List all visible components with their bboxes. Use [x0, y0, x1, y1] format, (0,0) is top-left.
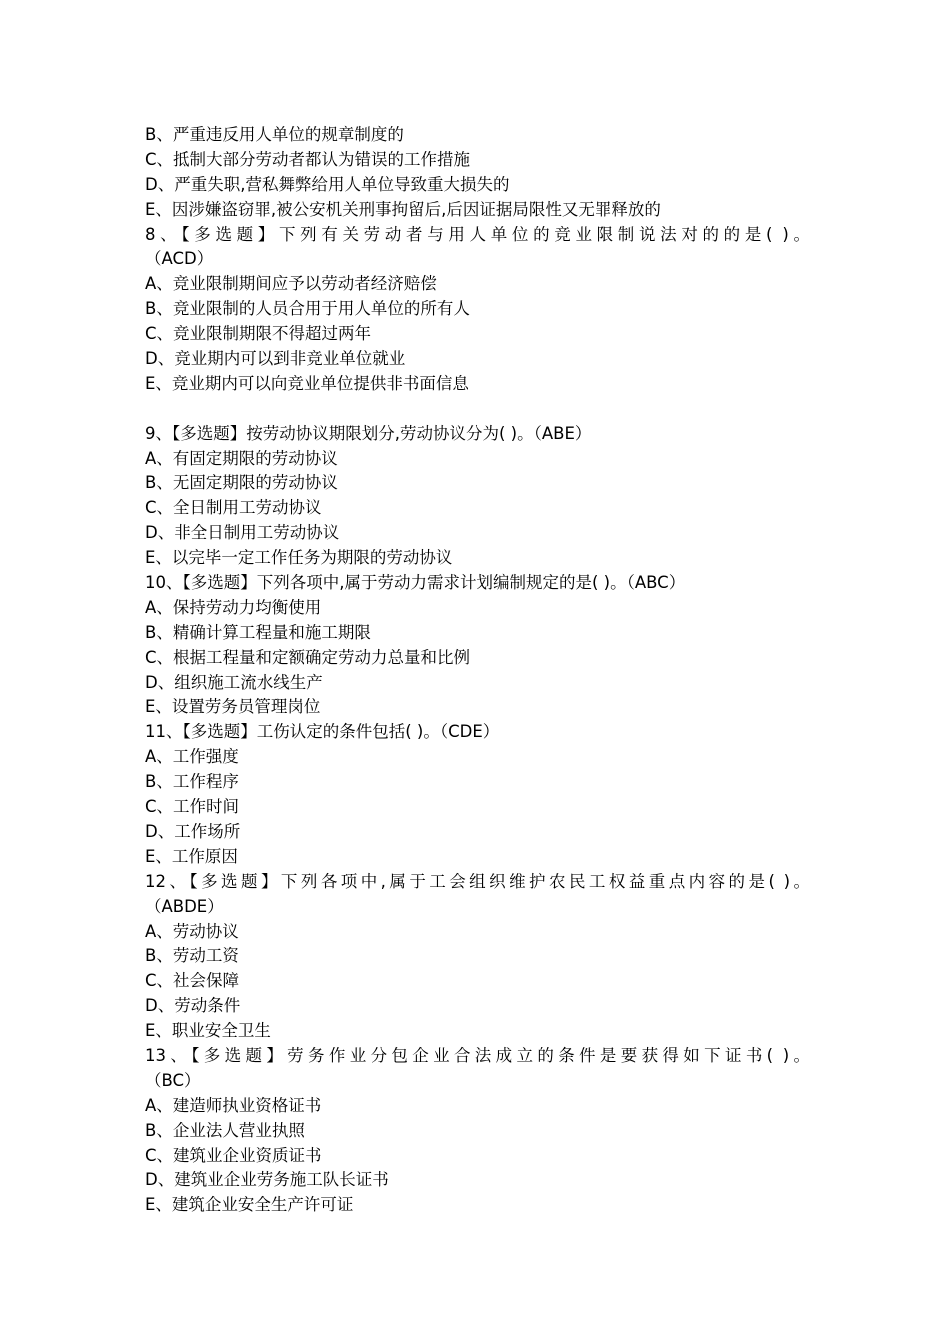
answer-option: A、建造师执业资格证书: [145, 1095, 322, 1115]
answer-option: C、全日制用工劳动协议: [145, 498, 322, 518]
answer-option: D、组织施工流水线生产: [145, 672, 323, 692]
question-text: 9、【多选题】按劳动协议期限划分,劳动协议分为( )。（ABE）: [145, 423, 592, 443]
answer-option: E、工作原因: [145, 846, 238, 866]
answer-option: A、劳动协议: [145, 921, 239, 941]
answer-option: B、精确计算工程量和施工期限: [145, 622, 371, 642]
answer-option: C、根据工程量和定额确定劳动力总量和比例: [145, 647, 471, 667]
answer-option: D、非全日制用工劳动协议: [145, 523, 340, 543]
answer-key: （ABDE）: [145, 896, 224, 916]
answer-option: E、设置劳务员管理岗位: [145, 697, 321, 717]
answer-option: D、建筑业企业劳务施工队长证书: [145, 1170, 389, 1190]
answer-option: C、建筑业企业资质证书: [145, 1145, 322, 1165]
question-text: 13、【多选题】劳务作业分包企业合法成立的条件是要获得如下证书( )。: [145, 1045, 810, 1065]
answer-option: B、竞业限制的人员合用于用人单位的所有人: [145, 299, 470, 319]
question-text: 11、【多选题】工伤认定的条件包括( )。（CDE）: [145, 722, 500, 742]
answer-option: B、工作程序: [145, 772, 239, 792]
question-text: 8、【多选题】下列有关劳动者与用人单位的竞业限制说法对的的是( )。: [145, 224, 810, 244]
answer-option: C、抵制大部分劳动者都认为错误的工作措施: [145, 149, 471, 169]
answer-option: B、劳动工资: [145, 946, 239, 966]
answer-option: D、工作场所: [145, 821, 241, 841]
question-text: 10、【多选题】下列各项中,属于劳动力需求计划编制规定的是( )。（ABC）: [145, 573, 686, 593]
answer-option: E、以完毕一定工作任务为期限的劳动协议: [145, 548, 453, 568]
answer-option: C、竞业限制期限不得超过两年: [145, 324, 372, 344]
answer-option: A、工作强度: [145, 747, 239, 767]
question-text: 12、【多选题】下列各项中,属于工会组织维护农民工权益重点内容的是( )。: [145, 871, 810, 891]
answer-option: B、企业法人营业执照: [145, 1120, 305, 1140]
answer-option: E、建筑企业安全生产许可证: [145, 1195, 354, 1215]
answer-option: E、职业安全卫生: [145, 1021, 271, 1041]
answer-key: （BC）: [145, 1070, 201, 1090]
answer-option: D、竞业期内可以到非竞业单位就业: [145, 349, 406, 369]
answer-option: A、保持劳动力均衡使用: [145, 597, 322, 617]
answer-option: A、竞业限制期间应予以劳动者经济赔偿: [145, 274, 437, 294]
answer-option: B、无固定期限的劳动协议: [145, 473, 338, 493]
answer-option: C、社会保障: [145, 971, 240, 991]
answer-option: A、有固定期限的劳动协议: [145, 448, 338, 468]
answer-option: C、工作时间: [145, 797, 240, 817]
document-page: [145, 123, 810, 1218]
answer-option: B、严重违反用人单位的规章制度的: [145, 125, 404, 144]
answer-key: （ACD）: [145, 249, 214, 269]
blank-line: [145, 397, 810, 422]
answer-option: E、因涉嫌盗窃罪,被公安机关刑事拘留后,后因证据局限性又无罪释放的: [145, 199, 661, 219]
answer-option: D、劳动条件: [145, 996, 241, 1016]
answer-option: D、严重失职,营私舞弊给用人单位导致重大损失的: [145, 174, 510, 194]
answer-option: E、竞业期内可以向竞业单位提供非书面信息: [145, 373, 469, 393]
